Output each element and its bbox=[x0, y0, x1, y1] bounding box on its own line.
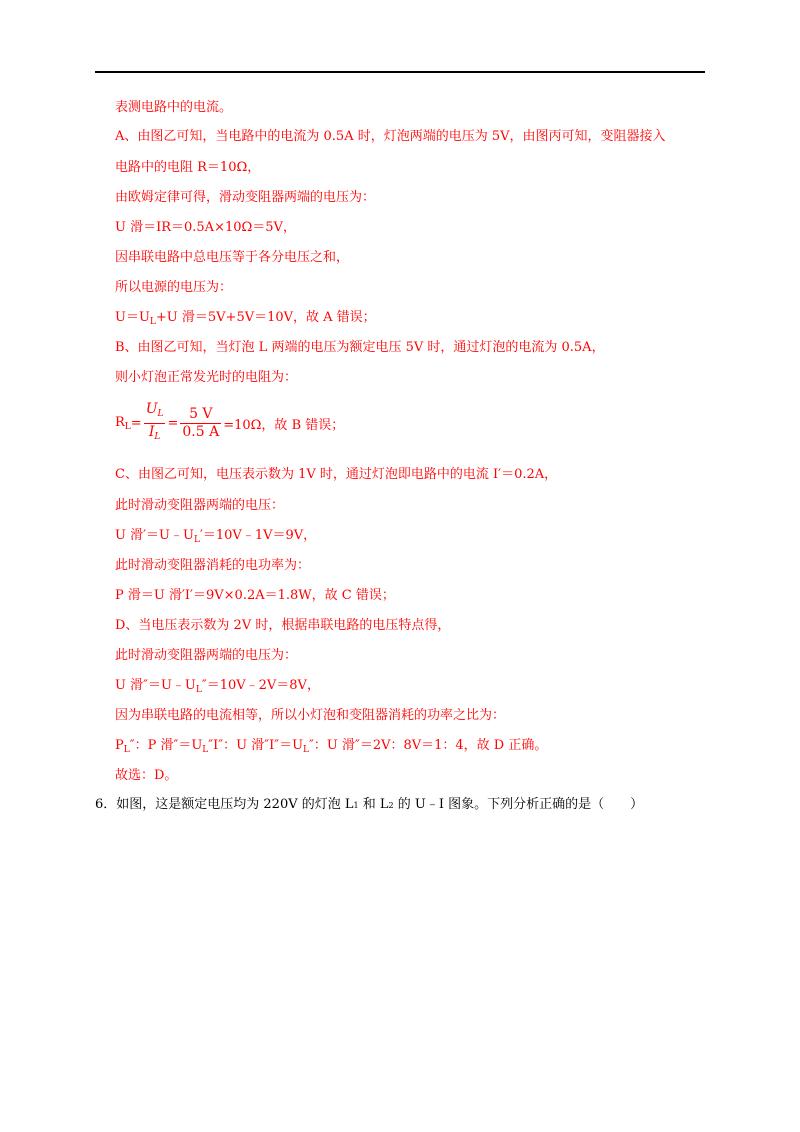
fraction-numerator bbox=[144, 401, 166, 423]
subscript: L bbox=[124, 421, 131, 432]
subscript: 1 bbox=[353, 801, 359, 810]
fraction-denominator bbox=[147, 424, 163, 446]
subscript: L bbox=[157, 408, 164, 419]
subscript: L bbox=[149, 317, 156, 327]
fraction bbox=[180, 406, 221, 441]
text-run: U＝U bbox=[115, 310, 150, 325]
subscript: L bbox=[193, 535, 200, 545]
subscript: 2 bbox=[388, 801, 394, 810]
fraction-denominator: 0.5 A bbox=[182, 423, 220, 440]
text-line: 此时滑动变阻器消耗的电功率为： bbox=[115, 558, 311, 573]
subscript: L bbox=[202, 745, 209, 755]
text-line: 此时滑动变阻器两端的电压为： bbox=[115, 648, 298, 663]
text-run: ″I″：U 滑″I″＝U bbox=[208, 738, 304, 753]
text-line: 表测电路中的电流。 bbox=[115, 100, 233, 115]
equals-sign: = bbox=[130, 415, 142, 431]
text-line bbox=[115, 678, 320, 698]
text-run: U 滑″＝U﹣U bbox=[115, 678, 196, 693]
text-line: 所以电源的电压为： bbox=[115, 280, 233, 295]
fraction-numerator: 5 V bbox=[189, 405, 213, 422]
text-line: 故选：D。 bbox=[115, 768, 178, 783]
fraction bbox=[144, 401, 166, 446]
text-line: 由欧姆定律可得，滑动变阻器两端的电压为： bbox=[115, 190, 376, 205]
formula-lhs bbox=[115, 415, 131, 432]
subscript: L bbox=[123, 745, 130, 755]
text-run: 和 L bbox=[358, 797, 389, 812]
question-6 bbox=[95, 797, 643, 814]
text-run: ″：U 滑″＝2V：8V＝1：4，故 D 正确。 bbox=[309, 738, 548, 753]
text-run: ′＝10V﹣1V＝9V， bbox=[199, 528, 317, 543]
text-run: 的 U﹣I 图象。下列分析正确的是（ ） bbox=[393, 797, 644, 812]
formula-symbol: I bbox=[148, 423, 155, 440]
text-line: U 滑＝IR＝0.5A×10Ω＝5V， bbox=[115, 220, 296, 235]
text-line: 电路中的电阻 R＝10Ω， bbox=[115, 160, 261, 175]
text-line: 则小灯泡正常发光时的电阻为： bbox=[115, 370, 298, 385]
text-run: P bbox=[115, 738, 124, 753]
text-line: A、由图乙可知，当电路中的电流为 0.5A 时，灯泡两端的电压为 5V，由图丙可知，变阻器接入 bbox=[115, 129, 666, 144]
text-line: C、由图乙可知，电压表示数为 1V 时，通过灯泡即电路中的电流 I′＝0.2A， bbox=[115, 467, 558, 482]
formula-symbol: U bbox=[145, 400, 158, 417]
text-run: 6．如图，这是额定电压均为 220V 的灯泡 L bbox=[95, 797, 354, 812]
formula-tail: =10Ω，故 B 错误； bbox=[223, 417, 345, 433]
text-line bbox=[115, 528, 316, 548]
header-rule bbox=[95, 71, 705, 73]
text-line: 因为串联电路的电流相等，所以小灯泡和变阻器消耗的功率之比为： bbox=[115, 708, 506, 723]
text-line: D、当电压表示数为 2V 时，根据串联电路的电压特点得， bbox=[115, 618, 451, 633]
text-run: U 滑′＝U﹣U bbox=[115, 528, 194, 543]
text-run: +U 滑＝5V+5V＝10V，故 A 错误； bbox=[155, 310, 376, 325]
text-line: 此时滑动变阻器两端的电压： bbox=[115, 498, 285, 513]
resistance-formula bbox=[115, 400, 344, 446]
text-run: ″＝10V﹣2V＝8V， bbox=[201, 678, 320, 693]
subscript: L bbox=[154, 431, 161, 442]
text-line: 因串联电路中总电压等于各分电压之和， bbox=[115, 250, 350, 265]
subscript: L bbox=[303, 745, 310, 755]
text-line: P 滑＝U 滑′I′＝9V×0.2A＝1.8W，故 C 错误； bbox=[115, 588, 395, 603]
formula-symbol: R bbox=[115, 414, 125, 430]
subscript: L bbox=[195, 685, 202, 695]
text-line: B、由图乙可知，当灯泡 L 两端的电压为额定电压 5V 时，通过灯泡的电流为 0.5A， bbox=[115, 340, 605, 355]
text-line bbox=[115, 310, 376, 330]
equals-sign: = bbox=[167, 415, 179, 431]
text-run: ″：P 滑″＝U bbox=[129, 738, 203, 753]
text-line bbox=[115, 738, 547, 758]
